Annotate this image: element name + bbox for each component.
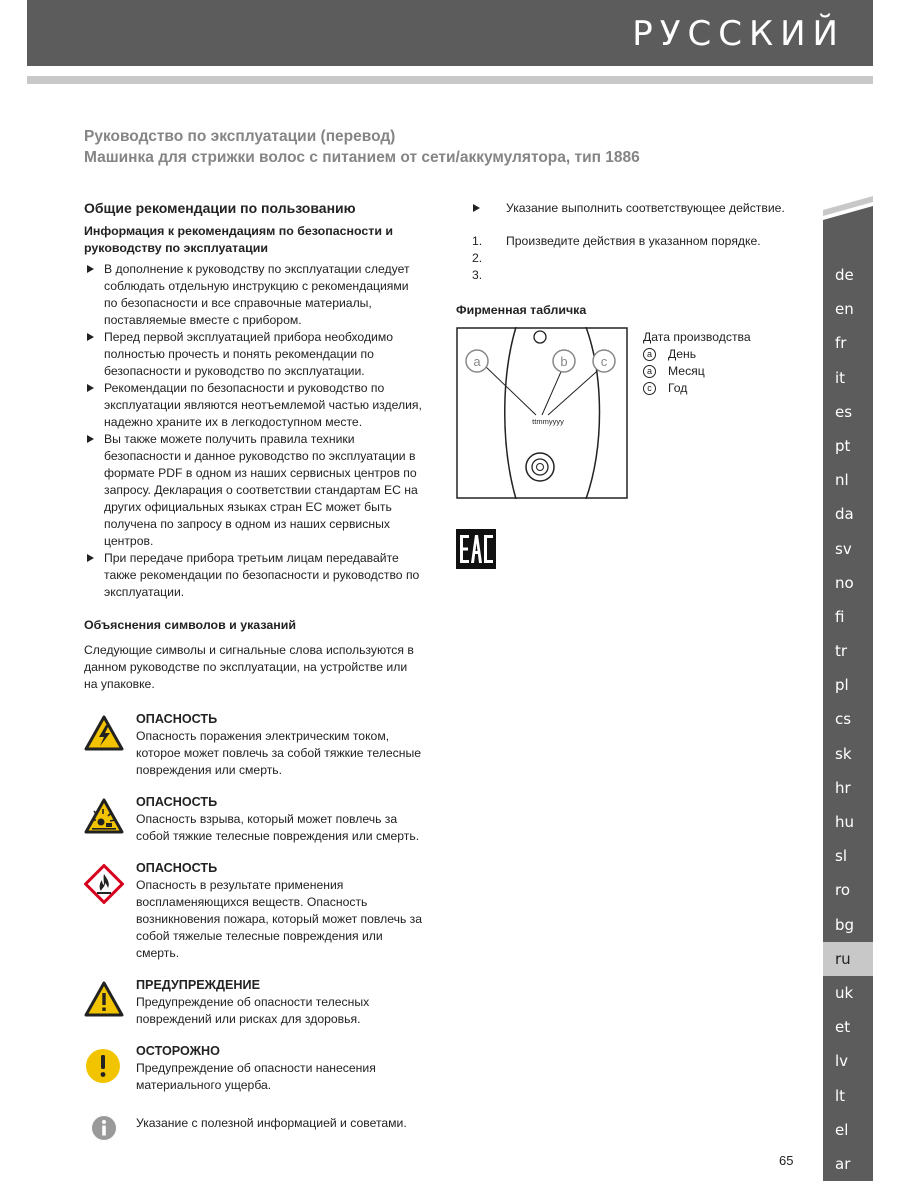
header-bar [27,0,873,66]
language-sidebar [823,258,873,1181]
nameplate-legend [643,329,751,397]
legend-item: a День [643,346,751,363]
symbol-text: Опасность поражения электрическим током, которое может повлечь за собой тяжкие телесные повреждения или смерть. [136,729,421,777]
symbol-entry-explosion [84,794,424,845]
eac-logo [456,529,796,574]
list-item: Рекомендации по безопасности и руководство по эксплуатации являются неотъемлемой частью изделия, надежно храните их в легкодоступном месте. [84,380,424,431]
language-tab-pt[interactable]: pt [823,429,873,463]
header-rule [27,76,873,84]
caution-icon [84,1043,126,1094]
step-list [456,233,796,284]
document-title [84,126,724,168]
action-note: Указание выполнить соответствующее действие. [456,200,796,217]
language-tab-et[interactable]: et [823,1010,873,1044]
language-tab-it[interactable]: it [823,361,873,395]
language-tab-ar[interactable]: ar [823,1147,873,1181]
language-tab-ru[interactable]: ru [823,942,873,976]
language-tab-es[interactable]: es [823,395,873,429]
svg-text:b: b [560,354,568,369]
step-item: 1. Произведите действия в указанном порядке. [472,234,761,248]
language-tab-no[interactable]: no [823,566,873,600]
nameplate-illustration [456,327,628,499]
symbol-text: Опасность в результате применения воспламеняющихся веществ. Опасность возникновения пожара, который может повлечь за собой тяжелые телесные повреждения или смерть. [136,878,423,960]
symbol-text: Опасность взрыва, который может повлечь за собой тяжкие телесные повреждения или смерть. [136,812,420,843]
language-tab-sk[interactable]: sk [823,737,873,771]
symbol-entry-info [84,1109,424,1148]
symbol-label: ПРЕДУПРЕЖДЕНИЕ [136,978,260,992]
plate-date-code: ttmmyyyy [532,417,564,426]
nameplate-heading: Фирменная табличка [456,303,587,317]
safety-heading: Информация к рекомендациям по безопасности и руководству по эксплуатации [84,224,394,255]
list-item: Вы также можете получить правила техники безопасности и данное руководство по эксплуатации в формате PDF в одном из наших сервисных центров по запросу. Декларация о соответствии стандартам ЕС на других официальных языках стран ЕС может быть получена по запросу в одном из наших сервисных центров. [84,431,424,550]
symbol-label: ОСТОРОЖНО [136,1044,220,1058]
left-column [84,200,424,1163]
page-number: 65 [779,1153,794,1168]
symbol-text: Указание с полезной информацией и советами. [136,1116,407,1130]
legend-title: Дата производства [643,330,751,344]
language-tab-de[interactable]: de [823,258,873,292]
symbol-entry-flammable [84,860,424,962]
list-item: Перед первой эксплуатацией прибора необходимо полностью прочесть и понять рекомендации по безопасности и руководство по эксплуатации. [84,329,424,380]
sidebar-top-decoration [823,196,873,258]
language-tab-sl[interactable]: sl [823,839,873,873]
language-tab-pl[interactable]: pl [823,668,873,702]
language-tab-nl[interactable]: nl [823,463,873,497]
symbol-label: ОПАСНОСТЬ [136,861,218,875]
symbol-entry-caution [84,1043,424,1094]
svg-text:c: c [600,354,608,369]
language-tab-en[interactable]: en [823,292,873,326]
language-tab-fr[interactable]: fr [823,326,873,360]
language-tab-tr[interactable]: tr [823,634,873,668]
list-item: В дополнение к руководству по эксплуатации следует соблюдать отдельную инструкцию с рекомендациями по безопасности и все справочные материалы, поставляемые вместе с прибором. [84,261,424,329]
step-item: 2. [472,251,483,265]
symbol-label: ОПАСНОСТЬ [136,795,218,809]
language-tab-sv[interactable]: sv [823,532,873,566]
language-tab-hu[interactable]: hu [823,805,873,839]
symbol-text: Предупреждение об опасности телесных повреждений или рисках для здоровья. [136,995,370,1026]
language-tab-fi[interactable]: fi [823,600,873,634]
language-tab-hr[interactable]: hr [823,771,873,805]
symbol-entry-warning [84,977,424,1028]
general-heading: Общие рекомендации по пользованию [84,200,356,216]
safety-bullets [84,261,424,601]
document-title-line-1: Руководство по эксплуатации (перевод) [84,128,396,145]
step-item: 3. [472,268,483,282]
explosion-hazard-icon [84,794,126,845]
language-tab-el[interactable]: el [823,1113,873,1147]
flammable-hazard-icon [84,860,126,962]
list-item: При передаче прибора третьим лицам передавайте также рекомендации по безопасности и руководство по эксплуатации. [84,550,424,601]
language-tab-ro[interactable]: ro [823,873,873,907]
legend-item: c Год [643,380,751,397]
warning-triangle-icon [84,977,126,1028]
symbols-intro: Следующие символы и сигнальные слова используются в данном руководстве по эксплуатации, на устройстве или на упаковке. [84,643,414,691]
language-tab-lt[interactable]: lt [823,1079,873,1113]
symbol-label: ОПАСНОСТЬ [136,712,218,726]
language-tab-da[interactable]: da [823,497,873,531]
nameplate-figure [456,327,796,517]
info-icon [84,1109,126,1148]
language-tab-uk[interactable]: uk [823,976,873,1010]
symbols-heading: Объяснения символов и указаний [84,618,296,632]
symbol-text: Предупреждение об опасности нанесения материального ущерба. [136,1061,376,1092]
symbol-entry-electric [84,711,424,779]
svg-text:a: a [473,354,481,369]
legend-item: a Месяц [643,363,751,380]
language-tab-bg[interactable]: bg [823,908,873,942]
language-tab-lv[interactable]: lv [823,1044,873,1078]
language-header-title: РУССКИЙ [632,14,845,54]
language-tab-cs[interactable]: cs [823,702,873,736]
document-title-line-2: Машинка для стрижки волос с питанием от сети/аккумулятора, тип 1886 [84,149,640,166]
electric-hazard-icon [84,711,126,779]
right-column [456,200,796,574]
